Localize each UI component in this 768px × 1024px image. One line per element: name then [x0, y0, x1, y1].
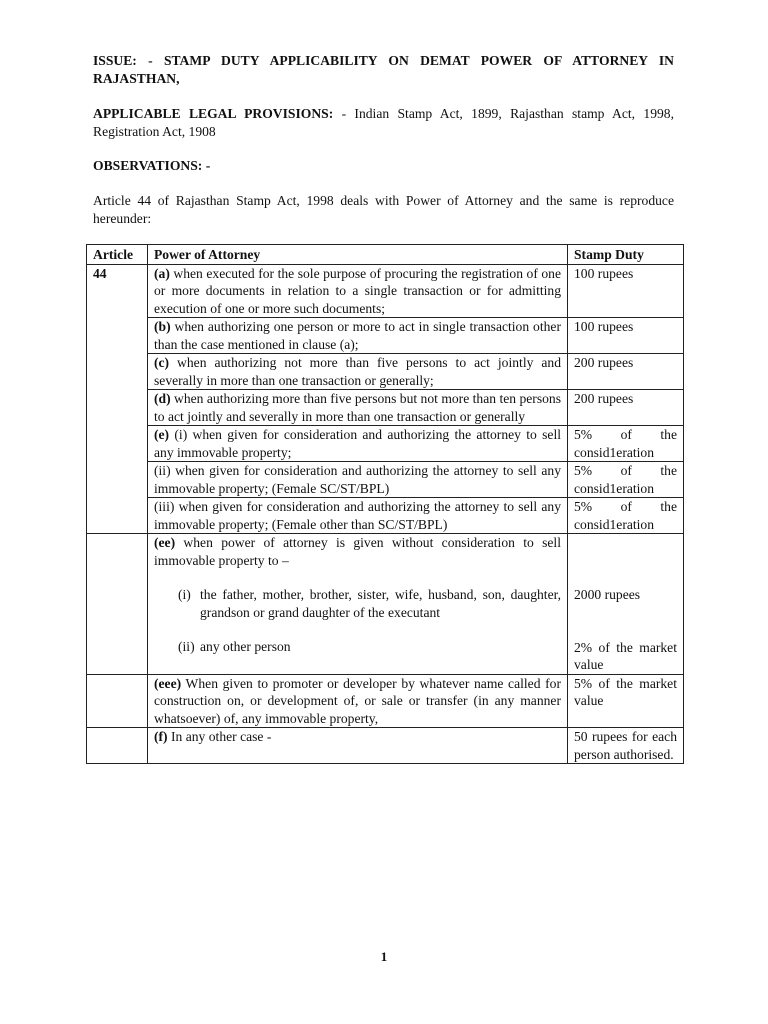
row-text — [148, 534, 568, 675]
table-row — [87, 426, 684, 462]
ee-sub-item-2: (ii) any other person — [178, 639, 291, 654]
row-text: (b) when authorizing one person or more to act in single transaction other than the case mentioned in clause (a); — [148, 318, 568, 354]
row-text: (d) when authorizing more than five persons but not more than ten persons to act jointly and severally in more than one transaction or generally — [148, 390, 568, 426]
row-duty — [568, 534, 684, 675]
issue-heading: ISSUE: - STAMP DUTY APPLICABILITY ON DEMAT POWER OF ATTORNEY IN RAJASTHAN, — [93, 53, 674, 86]
row-duty: 5% of the consid1eration — [568, 498, 684, 534]
table-row — [87, 534, 684, 675]
ee-lead: (ee) when power of attorney is given without consideration to sell immovable property to – — [154, 535, 561, 568]
article-number: 44 — [87, 264, 148, 534]
row-text: (f) In any other case - — [148, 728, 568, 764]
row-duty: 5% of the consid1eration — [568, 426, 684, 462]
provisions-label: APPLICABLE LEGAL PROVISIONS: — [93, 106, 334, 121]
ee-duty-2: 2% of the market value — [574, 639, 677, 672]
intro-paragraph: Article 44 of Rajasthan Stamp Act, 1998 deals with Power of Attorney and the same is reproduce hereunder: — [93, 193, 674, 226]
provisions-text: - Indian Stamp Act, 1899, Rajasthan stamp Act, 1998, Registration Act, 1908 — [93, 106, 674, 139]
header-power-of-attorney: Power of Attorney — [148, 245, 568, 265]
legal-provisions — [93, 105, 674, 140]
row-text: (a) when executed for the sole purpose of procuring the registration of one or more documents in relation to a single transaction or for admitting execution of one or more such documents; — [148, 264, 568, 318]
table-row — [87, 674, 684, 728]
stamp-duty-table — [86, 244, 684, 764]
row-duty: 200 rupees — [568, 390, 684, 426]
table-row — [87, 462, 684, 498]
row-duty: 100 rupees — [568, 318, 684, 354]
row-duty: 5% of the consid1eration — [568, 462, 684, 498]
table-row — [87, 498, 684, 534]
row-duty: 200 rupees — [568, 354, 684, 390]
table-row — [87, 318, 684, 354]
table-header-row — [87, 245, 684, 265]
row-duty: 50 rupees for each person authorised. — [568, 728, 684, 764]
row-text: (c) when authorizing not more than five persons to act jointly and severally in more than one transaction or generally; — [148, 354, 568, 390]
row-duty: 5% of the market value — [568, 674, 684, 728]
table-row — [87, 354, 684, 390]
empty-article-cell — [87, 674, 148, 728]
row-duty: 100 rupees — [568, 264, 684, 318]
table-row — [87, 728, 684, 764]
row-text: (e) (i) when given for consideration and authorizing the attorney to sell any immovable property; — [148, 426, 568, 462]
page-number: 1 — [380, 949, 388, 964]
header-stamp-duty: Stamp Duty — [568, 245, 684, 265]
table-row — [87, 264, 684, 318]
row-text: (eee) When given to promoter or developer by whatever name called for construction on, or development of, or sale or transfer (in any manner whatsoever) of, any immovable property, — [148, 674, 568, 728]
header-article: Article — [87, 245, 148, 265]
observations-heading: OBSERVATIONS: - — [93, 158, 211, 173]
row-text: (ii) when given for consideration and authorizing the attorney to sell any immovable property; (Female SC/ST/BPL) — [148, 462, 568, 498]
empty-article-cell — [87, 728, 148, 764]
ee-sub-item-1: (i) the father, mother, brother, sister, wife, husband, son, daughter, grandson or grand daughter of the executant — [178, 587, 561, 620]
ee-duty-1: 2000 rupees — [574, 587, 641, 602]
table-row — [87, 390, 684, 426]
empty-article-cell — [87, 534, 148, 675]
row-text: (iii) when given for consideration and authorizing the attorney to sell any immovable property; (Female other than SC/ST/BPL) — [148, 498, 568, 534]
